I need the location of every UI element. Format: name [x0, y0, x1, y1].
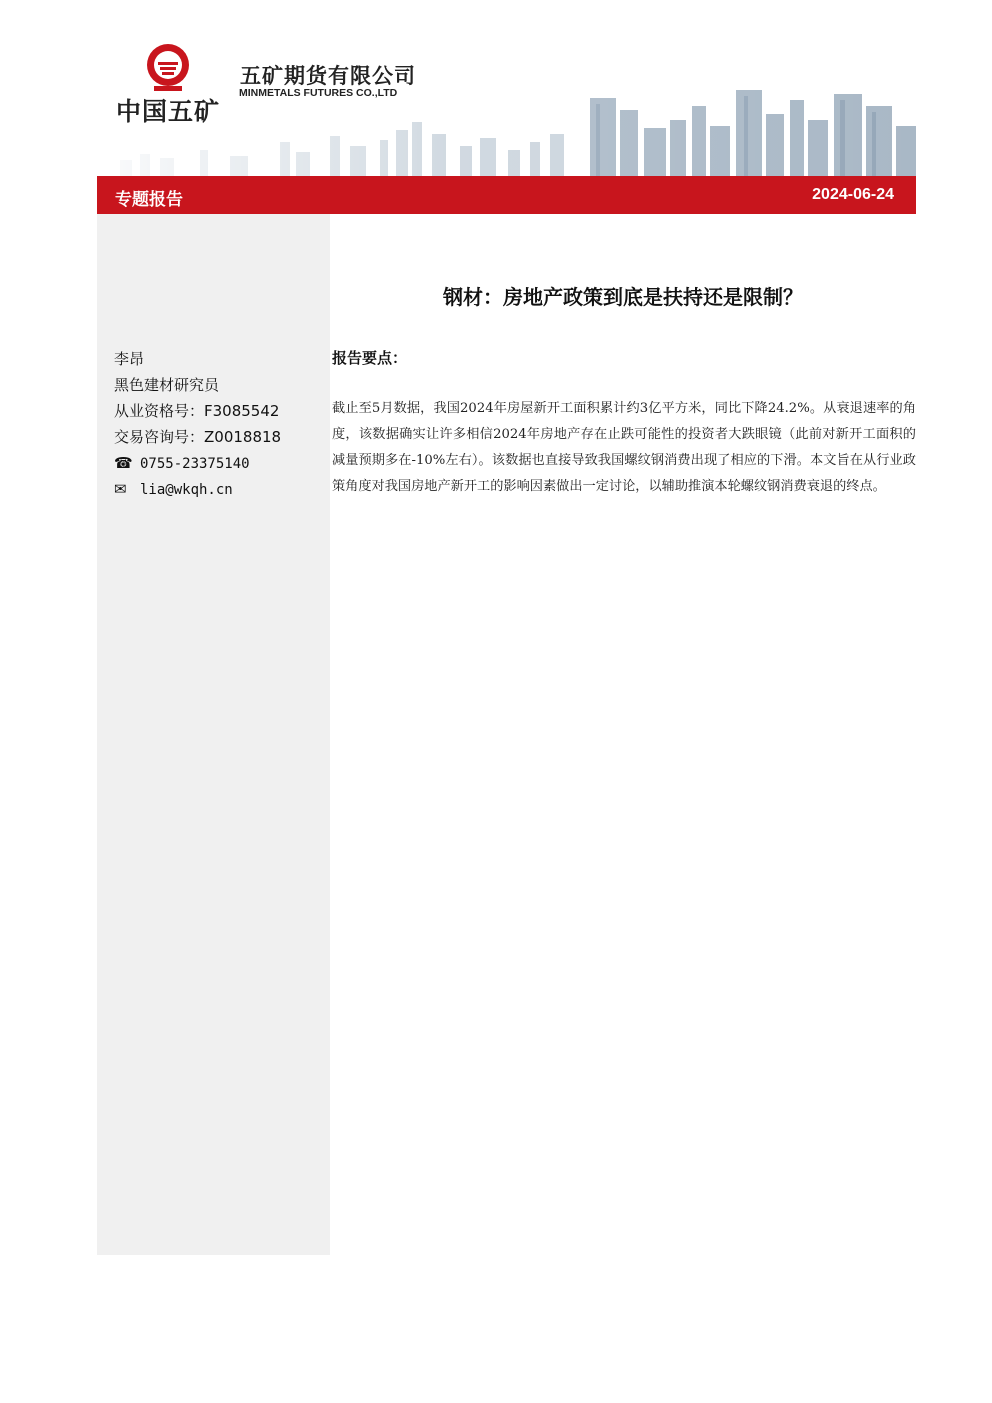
envelope-icon: ✉ [114, 480, 127, 498]
report-type-label: 专题报告 [115, 190, 183, 210]
author-email-row [114, 476, 281, 502]
minmetals-emblem-icon [145, 42, 191, 92]
author-name: 李昂 [114, 350, 145, 368]
report-summary: 截止至5月数据，我国2024年房屋新开工面积累计约3亿平方米，同比下降24.2%。从衰退速率的角度，该数据确实让许多相信2024年房地产存在止跌可能性的投资者大跌眼镜（此前对新开工面积的减量预期多在-10%左右）。该数据也直接导致我国螺纹钢消费出现了相应的下滑。本文旨在从行业政策角度对我国房地产新开工的影响因素做出一定讨论，以辅助推演本轮螺纹钢消费衰退的终点。 [332, 401, 916, 494]
report-date: 2024-06-24 [812, 186, 894, 203]
author-consulting-id: 交易咨询号：Z0018818 [114, 428, 282, 446]
phone-icon: ☎ [114, 454, 133, 472]
company-name-cn: 五矿期货有限公司 [240, 64, 416, 88]
key-points-heading: 报告要点： [332, 349, 408, 367]
page-header [0, 0, 992, 176]
company-name-en: MINMETALS FUTURES CO.,LTD [239, 87, 398, 99]
author-email[interactable]: lia@wkqh.cn [140, 482, 233, 498]
author-role: 黑色建材研究员 [114, 376, 220, 394]
report-title: 钢材：房地产政策到底是扶持还是限制？ [443, 285, 803, 309]
author-info [114, 346, 281, 502]
author-qualification: 从业资格号：F3085542 [114, 402, 280, 420]
author-phone: 0755-23375140 [140, 456, 250, 472]
author-phone-row [114, 450, 281, 476]
report-type-banner [97, 176, 916, 214]
logo-text: 中国五矿 [116, 97, 221, 126]
